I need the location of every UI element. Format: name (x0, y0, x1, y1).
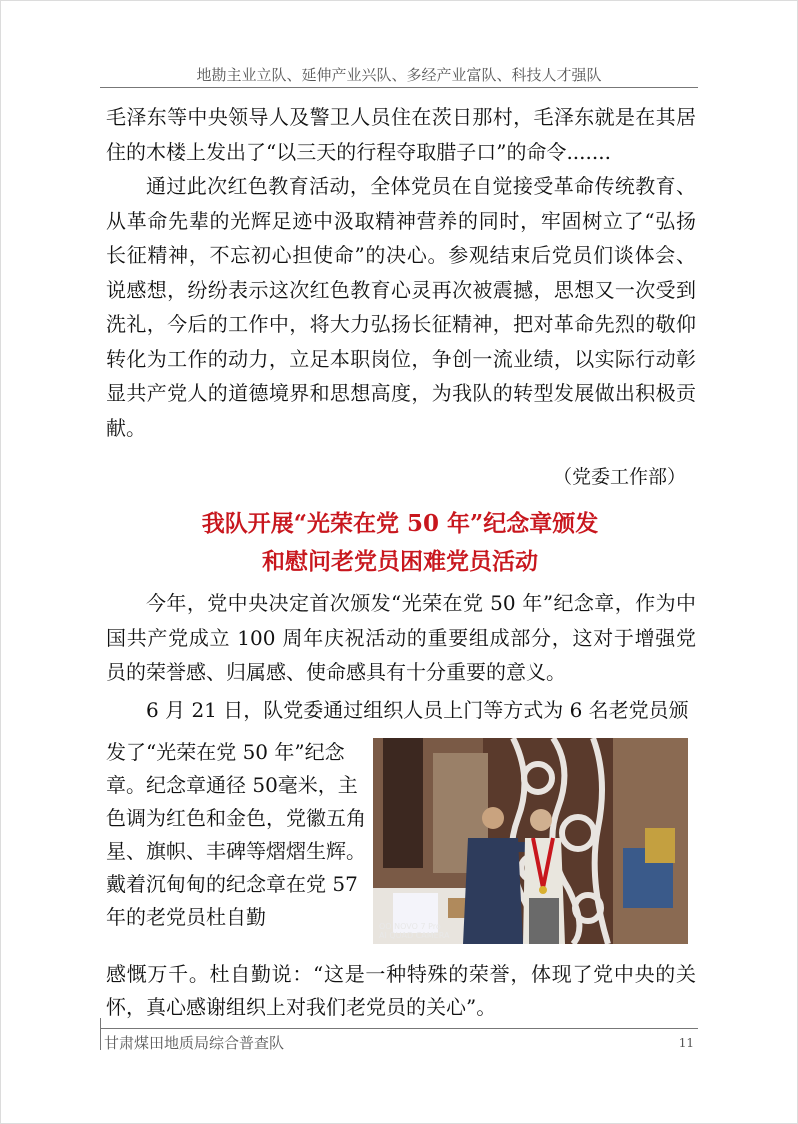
footer-rule (100, 1028, 698, 1029)
article1-paragraph-1: 毛泽东等中央领导人及警卫人员住在茨日那村，毛泽东就是在其居住的木楼上发出了“以三天的行程夺取腊子口”的命令....... (106, 105, 696, 164)
medal-ceremony-photo (373, 738, 688, 944)
article2-title-line2: 和慰问老党员困难党员活动 (262, 548, 538, 575)
page-number: 11 (678, 1036, 694, 1050)
article2-title-line1: 我队开展“光荣在党 50 年”纪念章颁发 (201, 510, 599, 537)
footer-tick (100, 1018, 101, 1050)
article1-paragraph-2: 通过此次红色教育活动，全体党员在自觉接受革命传统教育、从革命先辈的光辉足迹中汲取精神营养的同时，牢固树立了“弘扬长征精神，不忘初心担使命”的决心。参观结束后党员们谈体会、说感想，纷纷表示这次红色教育心灵再次被震撼，思想又一次受到洗礼，今后的工作中，将大力弘扬长征精神，把对革命先烈的敬仰转化为工作的动力，立足本职岗位，争创一流业绩，以实际行动彰显共产党人的道德境界和思想高度，为我队的转型发展做出积极贡献。 (106, 174, 696, 440)
header-rule (100, 87, 698, 88)
article1-signature: （党委工作部） (552, 466, 686, 488)
article2-paragraph-2-lead: 6 月 21 日，队党委通过组织人员上门等方式为 6 名老党员颁 (146, 698, 689, 722)
photo-camera-watermark: OO NOVO 7 Pro AI QUAD CAMERA (379, 922, 450, 940)
footer-organization: 甘肃煤田地质局综合普查队 (104, 1034, 285, 1052)
running-header: 地勘主业立队、延伸产业兴队、多经产业富队、科技人才强队 (196, 66, 602, 84)
article2-paragraph-2-wrapped: 发了“光荣在党 50 年”纪念章。纪念章通径 50毫米，主色调为红色和金色，党徽五角星、旗帜、丰碑等熠熠生辉。戴着沉甸甸的纪念章在党 57 年的老党员杜自勤 (106, 740, 366, 929)
article2-paragraph-2-tail: 感慨万千。杜自勤说：“这是一种特殊的荣誉，体现了党中央的关怀，真心感谢组织上对我们老党员的关心”。 (106, 962, 696, 1019)
article2-paragraph-1: 今年，党中央决定首次颁发“光荣在党 50 年”纪念章，作为中国共产党成立 100 周年庆祝活动的重要组成部分，这对于增强党员的荣誉感、归属感、使命感具有十分重要的意义。 (106, 591, 696, 684)
